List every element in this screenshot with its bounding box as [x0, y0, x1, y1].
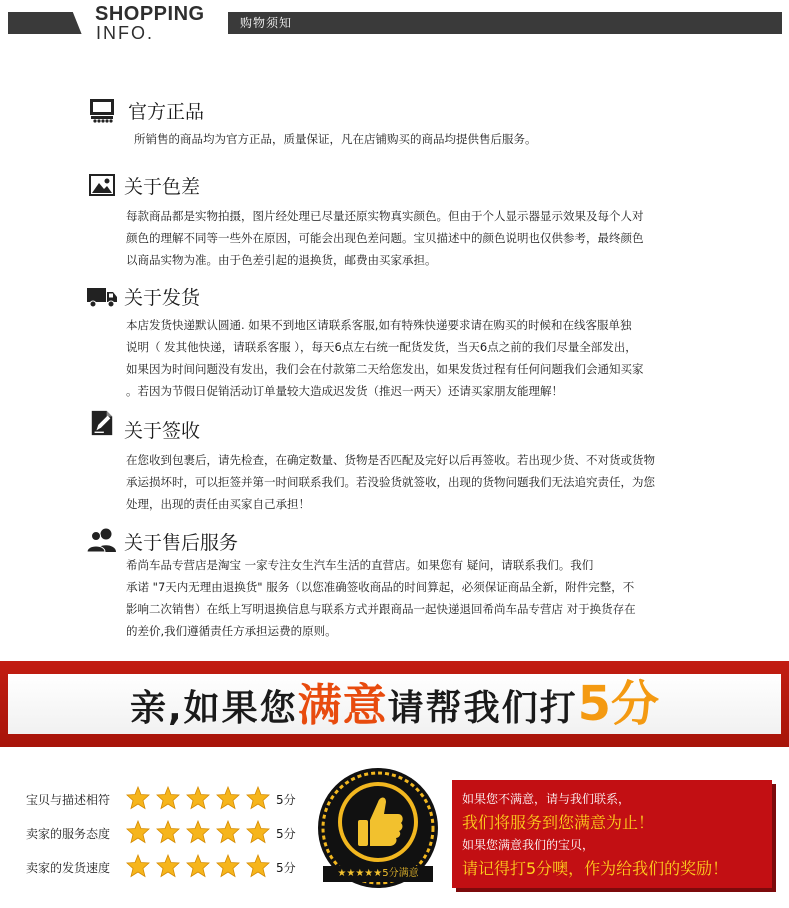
- section-body: [126, 449, 655, 515]
- contact-note-box: [452, 780, 772, 888]
- rating-score: 5分: [276, 861, 296, 875]
- section-line: 承诺 "7天内无理由退换货" 服务（以您准确签收商品的时间算起，必须保证商品全新，附件完整，不: [126, 580, 635, 594]
- note-line: 如果您满意我们的宝贝，: [462, 838, 595, 852]
- section-line: 在您收到包裹后，请先检查，在确定数量、货物是否匹配及完好以后再签收。若出现少货、不对货或货物: [126, 453, 655, 467]
- rating-stars: [126, 854, 276, 882]
- section-line: 说明（ 发其他快递，请联系客服 ），每天6点左右统一配货发货，当天6点之前的我们尽量全部发出，: [126, 340, 637, 354]
- banner-inner: [8, 674, 781, 734]
- section-title: 关于签收: [124, 420, 201, 442]
- note-line-highlight: 我们将服务到您满意为止！: [462, 813, 655, 832]
- star-icon: [246, 854, 270, 878]
- storefront-icon: [88, 97, 116, 123]
- banner-part2: 满意: [297, 680, 388, 731]
- banner-text: [8, 674, 781, 734]
- pen-sign-icon: [88, 410, 116, 436]
- rating-stars: [126, 820, 276, 848]
- star-icon: [126, 854, 150, 878]
- section-line: 颜色的理解不同等一些外在原因，可能会出现色差问题。宝贝描述中的颜色说明也仅供参考，最终颜色: [126, 231, 644, 245]
- star-icon: [246, 786, 270, 810]
- header-brand-line2: INFO.: [96, 23, 154, 43]
- rating-banner: [0, 661, 789, 747]
- rating-label: 卖家的服务态度: [26, 827, 111, 841]
- section-line: 所销售的商品均为官方正品，质量保证，凡在店铺购买的商品均提供售后服务。: [134, 132, 537, 146]
- section-line: 每款商品都是实物拍摄，图片经处理已尽量还原实物真实颜色。但由于个人显示器显示效果及每个人对: [126, 209, 644, 223]
- star-icon: [216, 854, 240, 878]
- star-icon: [156, 854, 180, 878]
- section-body: [126, 205, 644, 271]
- rating-stars: [126, 786, 276, 814]
- section-body: [126, 314, 644, 402]
- section-title: 关于发货: [124, 287, 201, 309]
- rating-label: 卖家的发货速度: [26, 861, 111, 875]
- users-icon: [86, 527, 118, 553]
- star-icon: [186, 854, 210, 878]
- truck-icon: [86, 283, 118, 309]
- section-line: 如果因为时间问题没有发出，我们会在付款第二天给您发出，如果发货过程有任何问题我们会通知买家: [126, 362, 644, 376]
- section-line: 本店发货快递默认圆通. 如果不到地区请联系客服,如有特殊快递要求请在购买的时候和在线客服单独: [126, 318, 632, 332]
- star-icon: [156, 786, 180, 810]
- section-line: 影响二次销售）在纸上写明退换信息与联系方式并跟商品一起快递退回希尚车品专营店 对于换货存在: [126, 602, 636, 616]
- rating-score: 5分: [276, 793, 296, 807]
- note-line-highlight: 请记得打5分噢，作为给我们的奖励！: [462, 859, 729, 878]
- section-line: 承运损坏时，可以拒签并第一时间联系我们。若没验货就签收，出现的货物问题我们无法追究责任，为您: [126, 475, 655, 489]
- star-icon: [216, 820, 240, 844]
- star-icon: [126, 820, 150, 844]
- section-line: 。若因为节假日促销活动订单量较大造成迟发货（推迟一两天）还请买家朋友能理解！: [126, 384, 563, 398]
- section-line: 以商品实物为准。由于色差引起的退换货，邮费由买家承担。: [126, 253, 437, 267]
- section-title: 关于售后服务: [124, 532, 239, 554]
- star-icon: [186, 820, 210, 844]
- banner-part1: 亲,如果您: [129, 688, 298, 729]
- star-icon: [156, 820, 180, 844]
- star-icon: [186, 786, 210, 810]
- section-body: [126, 554, 636, 642]
- header: [0, 0, 789, 48]
- header-subtitle: 购物须知: [240, 16, 293, 30]
- image-icon: [88, 172, 116, 198]
- badge-label: ★★★★★5分满意: [323, 866, 433, 882]
- section-title: 官方正品: [128, 101, 205, 123]
- banner-part4: 5分: [577, 676, 660, 732]
- section-line: 希尚车品专营店是淘宝 一家专注女生汽车生活的直营店。如果您有 疑问，请联系我们。我们: [126, 558, 594, 572]
- note-line: 如果您不满意，请与我们联系，: [462, 792, 631, 806]
- section-body: [134, 128, 537, 150]
- star-icon: [246, 820, 270, 844]
- section-line: 的差价,我们遵循责任方承担运费的原则。: [126, 624, 337, 638]
- section-line: 处理，出现的责任由买家自己承担！: [126, 497, 310, 511]
- rating-label: 宝贝与描述相符: [26, 793, 111, 807]
- header-brand-line1: SHOPPING: [95, 3, 205, 25]
- star-icon: [216, 786, 240, 810]
- star-icon: [126, 786, 150, 810]
- rating-score: 5分: [276, 827, 296, 841]
- section-title: 关于色差: [124, 176, 201, 198]
- banner-part3: 请帮我们打: [387, 688, 578, 729]
